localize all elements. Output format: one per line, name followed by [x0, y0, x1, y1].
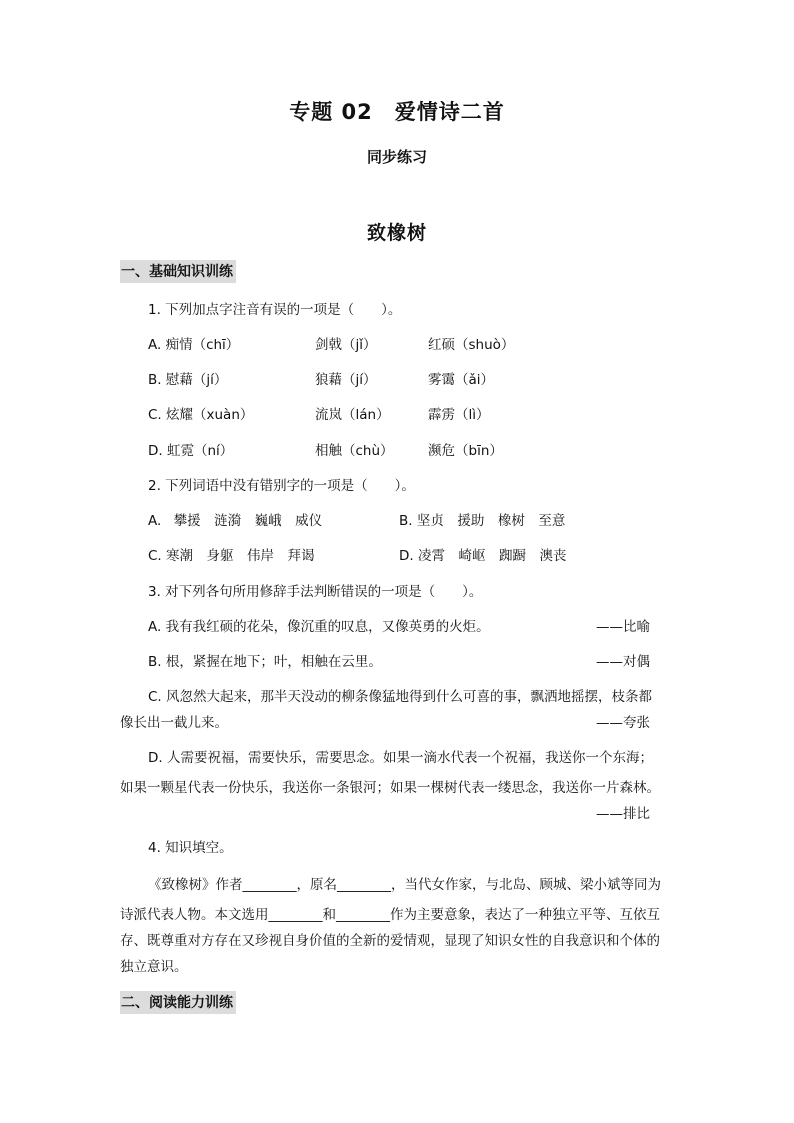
q1-option-c-1: C. 炫耀（xuàn）	[148, 407, 254, 423]
q4-paragraph-line4: 独立意识。	[120, 959, 188, 975]
q1-option-d-2: 相触（chù）	[315, 443, 394, 459]
q1-option-d-3: 濒危（bīn）	[428, 443, 503, 459]
q1-option-b-1: B. 慰藉（jí）	[148, 372, 228, 388]
q1-option-c-3: 霹雳（lì）	[428, 407, 490, 423]
q3-option-c-line2: 像长出一截儿来。	[120, 715, 228, 731]
q1-option-a-2: 剑戟（jǐ）	[315, 337, 377, 353]
document-title: 专题 02 爱情诗二首	[289, 100, 505, 124]
q1-option-b-3: 雾霭（ǎi）	[428, 372, 495, 388]
q3-option-c-device: ——夸张	[596, 715, 650, 731]
q1-option-a-1: A. 痴情（chī）	[148, 337, 240, 353]
section-heading-basic: 一、基础知识训练	[120, 260, 236, 283]
q1-option-c-2: 流岚（lán）	[315, 407, 390, 423]
q2-option-b: B. 坚贞 援助 橡树 至意	[399, 513, 566, 529]
question-2-stem: 2. 下列词语中没有错别字的一项是（ ）。	[148, 478, 415, 494]
section-heading-reading: 二、阅读能力训练	[120, 991, 236, 1014]
q1-option-d-1: D. 虹霓（ní）	[148, 443, 234, 459]
q2-option-d: D. 凌霄 崎岖 踟蹰 澳丧	[399, 548, 567, 564]
q3-option-b: B. 根，紧握在地下；叶，相触在云里。	[148, 654, 382, 670]
question-1-stem: 1. 下列加点字注音有误的一项是（ ）。	[148, 302, 402, 318]
q2-option-a: A. 攀援 涟漪 巍峨 威仪	[148, 513, 323, 529]
question-4-stem: 4. 知识填空。	[148, 840, 233, 856]
q3-option-d-line1: D. 人需要祝福，需要快乐，需要思念。如果一滴水代表一个祝福，我送你一个东海；	[148, 750, 653, 766]
q2-option-c: C. 寒潮 身躯 伟岸 拜谒	[148, 548, 315, 564]
q3-option-a: A. 我有我红硕的花朵，像沉重的叹息，又像英勇的火炬。	[148, 619, 490, 635]
q1-option-a-3: 红硕（shuò）	[428, 337, 515, 353]
q3-option-c-line1: C. 风忽然大起来，那半天没动的柳条像猛地得到什么可喜的事，飘洒地摇摆，枝条都	[148, 689, 653, 705]
poem-title: 致橡树	[366, 222, 427, 244]
q3-option-a-device: ——比喻	[596, 619, 650, 635]
q3-option-b-device: ——对偶	[596, 654, 650, 670]
q4-paragraph-line3: 存、既尊重对方存在又珍视自身价值的全新的爱情观，显现了知识女性的自我意识和个体的	[120, 933, 660, 949]
q1-option-b-2: 狼藉（jí）	[315, 372, 377, 388]
q4-paragraph-line2: 诗派代表人物。本文选用________和________作为主要意象，表达了一种独立平等、互依互	[120, 907, 660, 923]
question-3-stem: 3. 对下列各句所用修辞手法判断错误的一项是（ ）。	[148, 584, 483, 600]
q3-option-d-line2: 如果一颗星代表一份快乐，我送你一条银河；如果一棵树代表一缕思念，我送你一片森林。	[120, 780, 660, 796]
q3-option-d-device: ——排比	[596, 806, 650, 822]
q4-paragraph-line1: 《致橡树》作者________，原名________，当代女作家，与北岛、顾城、梁小斌等同为	[148, 877, 661, 893]
document-subtitle: 同步练习	[366, 148, 427, 166]
